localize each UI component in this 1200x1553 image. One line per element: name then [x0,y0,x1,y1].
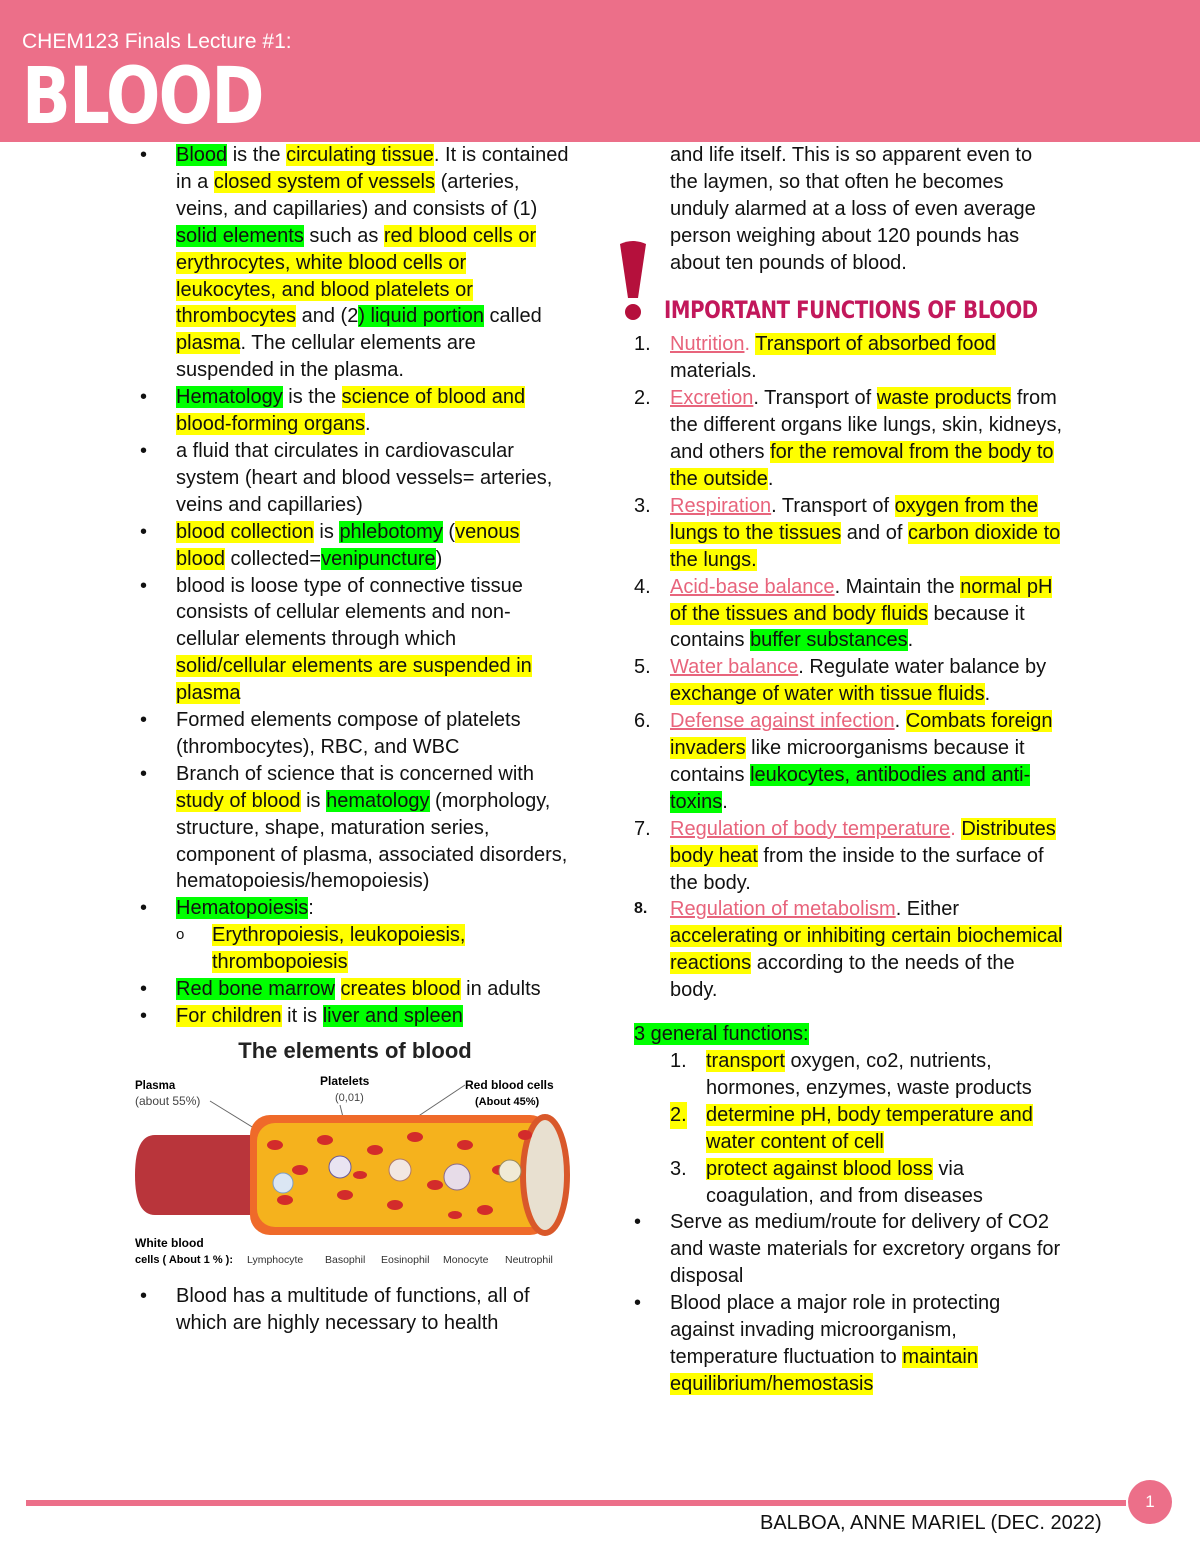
hl-text: blood collection [176,520,314,543]
hl-text: normal pH of the tissues and body fluids [670,575,1053,625]
hl-text: pH, body temperature and water content of cell [706,1103,1033,1153]
hl-text: solid/cellular elements are suspended in plasma [176,655,532,705]
wbc-type-label: Neutrophil [505,1253,553,1266]
list-item: • Blood place a major role in protecting against invading microorganism, temperature fluctuation to maintain equilibrium/hemostasis [634,1290,1064,1398]
hl-text: science of blood and blood-forming organs [176,386,526,436]
function-name: Defense against infection [670,710,895,733]
figure-title: The elements of blood [238,1037,472,1063]
list-item: • blood collection is phlebotomy (venous blood collected=venipuncture) [140,519,570,573]
wbc-type-label: Lymphocyte [247,1253,304,1266]
hl-text: venous blood [176,520,520,570]
list-item: 3. protect against blood loss via coagulation, and from diseases [670,1157,983,1207]
list-item: • a fluid that circulates in cardiovascular system (heart and blood vessels= arteries, veins and capillaries) [140,438,570,519]
basophil-cell [329,1156,351,1178]
left-bullet-list [140,142,570,1030]
hl-text: Hematopoiesis [176,897,309,920]
hl-text: Hematology [176,386,283,409]
general-functions-title-row [634,1021,1064,1048]
header-banner [0,0,1200,142]
hl-text: waste products [876,387,1012,410]
hl-text: phlebotomy [339,520,443,543]
list-item: • Formed elements compose of platelets (thrombocytes), RBC, and WBC [140,707,570,761]
list-item: • Blood has a multitude of functions, all of which are highly necessary to health [140,1283,570,1337]
list-item: 1. transport oxygen, co2, nutrients, hormones, enzymes, waste products [670,1050,1032,1099]
general-functions-title: 3 general functions: [634,1023,809,1046]
hl-text: creates blood [340,978,461,1001]
list-item: 3. Respiration. Transport of oxygen from the lungs to the tissues and of carbon dioxide to the lungs. [634,494,1061,571]
hl-text: carbon dioxide to the lungs. [670,521,1061,571]
list-item: 5. Water balance. Regulate water balance by exchange of water with tissue fluids. [634,656,1047,706]
right-column [634,142,1064,1398]
wbc-type-label: Monocyte [443,1253,489,1266]
function-name: Water balance [670,656,799,679]
sub-list [140,922,570,976]
function-name: Regulation of body temperature [670,817,951,840]
list-item: 1. Nutrition. Transport of absorbed food materials. [634,333,996,383]
wbc-type-label: Eosinophil [381,1253,430,1266]
list-item: • Red bone marrow creates blood in adults [140,976,570,1003]
list-item: • Branch of science that is concerned with study of blood is hematology (morphology, structure, shape, maturation series, component of plasma, associated disorders, hematopoiesis/hemopoiesis) [140,761,570,896]
footer-divider [26,1500,1126,1506]
hl-text: Transport of absorbed food [755,333,996,356]
hl-text: buffer substances [750,629,908,652]
hl-text: plasma [176,332,241,355]
lymphocyte-cell [273,1173,293,1193]
blood-elements-figure [135,1038,575,1283]
list-item: 6. Defense against infection. Combats foreign invaders like microorganisms because it contains leukocytes, antibodies and anti-toxins. [634,710,1053,813]
sub-list-item [140,922,570,976]
hl-text: For children [176,1005,282,1027]
list-item: • Serve as medium/route for delivery of CO2 and waste materials for excretory organs for disposal [634,1209,1064,1290]
hl-text: study of blood [176,789,301,812]
hl-text: Distributes body heat [670,817,1056,867]
hl-text: Combats foreign invaders [670,710,1053,760]
hl-text: determine [706,1103,801,1126]
hl-text: exchange of water with tissue fluids [670,683,985,706]
list-item: • Hematopoiesis: o Erythropoiesis, leukopoiesis, thrombopoiesis [140,895,570,976]
hl-text: accelerating or inhibiting certain biochemical reactions [670,925,1063,975]
hl-text: for the removal from the body to the outside [670,441,1054,490]
hl-text: Erythropoiesis, leukopoiesis, thrombopoiesis [212,924,466,974]
function-name: Respiration [670,494,772,517]
hl-text: closed system of vessels [213,170,436,193]
list-item: • For children it is liver and spleen [140,1003,570,1030]
eosinophil-cell [389,1159,411,1181]
list-item: 2. Excretion. Transport of waste products from the different organs like lungs, skin, kidneys, and others for the removal from the body to the outside. [634,387,1063,490]
wbc-label: White blood [135,1235,204,1250]
list-item: • Hematology is the science of blood and blood-forming organs. [140,384,570,438]
neutrophil-cell [499,1160,521,1182]
hl-text: transport [706,1050,785,1072]
platelets-pct: (0,01) [335,1091,364,1104]
hl-text: hematology [326,789,430,812]
hl-text: maintain equilibrium/hemostasis [670,1345,978,1395]
hl-text: red blood cells or erythrocytes, white blood cells or leukocytes, and blood platelets or thrombocytes [176,224,537,328]
functions-list [634,331,1064,1004]
lecture-subtitle: CHEM123 Finals Lecture #1: [22,30,292,53]
hl-text: oxygen from the lungs to the tissues [670,494,1038,544]
rbc-label: Red blood cells [465,1077,554,1092]
plasma-label: Plasma [135,1079,176,1092]
section-heading: IMPORTANT FUNCTIONS OF BLOOD [664,295,1038,324]
hl-text: circulating tissue [286,144,434,166]
list-item: • blood is loose type of connective tissue consists of cellular elements and non-cellular elements through which solid/cellular elements are suspended in plasma [140,573,570,708]
continued-paragraph: and life itself. This is so apparent even to the laymen, so that often he becomes unduly alarmed at a loss of even average person weighing about 120 pounds has about ten pounds of blood. [670,144,1036,274]
list-item: 7. Regulation of body temperature. Distributes body heat from the inside to the surface of the body. [634,817,1056,894]
general-functions-list [670,1048,1064,1209]
list-item: 8. Regulation of metabolism. Either accelerating or inhibiting certain biochemical reactions according to the needs of the body. [634,898,1063,1002]
hl-text: liver and spleen [322,1005,463,1027]
monocyte-cell [444,1164,470,1190]
plasma-pct: (about 55%) [135,1093,201,1108]
hl-text: Blood [176,144,228,166]
rbc-pct: (About 45%) [475,1095,540,1108]
function-name: Nutrition [670,333,745,356]
author-footer: BALBOA, ANNE MARIEL (DEC. 2022) [760,1512,1102,1534]
page-title: BLOOD [22,52,263,142]
wbc-pct-label: cells ( About 1 % ): [135,1253,233,1266]
page-number: 1 [1128,1480,1172,1524]
blood-vessel-illustration [135,1075,575,1275]
hl-text: ) liquid portion [358,305,484,328]
hl-text: venipuncture [321,547,436,570]
right-bullet-list [634,1209,1064,1397]
function-name: Acid-base balance [670,575,835,598]
list-item: • Blood is the circulating tissue. It is contained in a closed system of vessels (arteries, veins, and capillaries) and consists of (1) solid elements such as red blood cells or erythrocytes, white blood cells or leukocytes, and blood platelets or thrombocytes and (2) liquid portion called plasma. The cellular elements are suspended in the plasma. [140,142,570,384]
hl-text: solid elements [176,224,304,247]
function-name: Regulation of metabolism [670,898,896,921]
list-item: 2. determine pH, body temperature and water content of cell [670,1103,1033,1153]
hl-text: Red bone marrow [176,978,335,1001]
platelets-label: Platelets [320,1074,370,1088]
hl-text: protect against blood loss [706,1157,933,1180]
left-bullet-list-bottom [140,1283,570,1337]
hl-text: leukocytes, antibodies and anti-toxins [670,763,1031,813]
list-item: 4. Acid-base balance. Maintain the normal pH of the tissues and body fluids because it contains buffer substances. [634,575,1053,652]
function-name: Excretion [670,387,754,410]
wbc-type-label: Basophil [325,1253,366,1266]
left-column [135,142,570,1337]
